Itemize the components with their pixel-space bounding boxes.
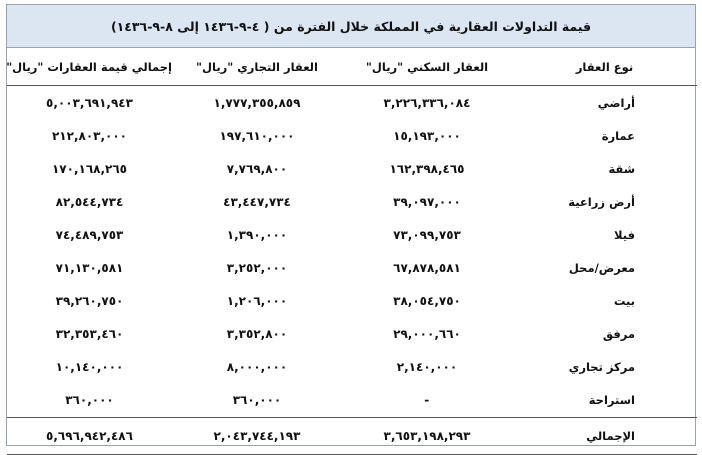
cell-total: ٣٢,٣٥٣,٤٦٠ xyxy=(55,327,124,342)
cell-type: مركز تجاري xyxy=(568,360,635,375)
transactions-table xyxy=(7,49,697,455)
cell-commercial: ٣,٢٥٢,٠٠٠ xyxy=(226,261,288,276)
cell-total: ٢١٢,٨٠٣,٠٠٠ xyxy=(51,128,128,143)
cell-residential: ١٥,١٩٣,٠٠٠ xyxy=(393,128,461,143)
table-row xyxy=(7,86,697,120)
cell-residential: ٦٧,٨٧٨,٥٨١ xyxy=(393,261,461,276)
cell-commercial: ٧,٧٦٩,٨٠٠ xyxy=(226,161,288,176)
cell-total: ٧١,١٣٠,٥٨١ xyxy=(55,261,124,276)
cell-type: فيلا xyxy=(614,227,635,242)
cell-total: ٨٢,٥٤٤,٧٣٤ xyxy=(55,194,124,209)
cell-type: معرض/محل xyxy=(568,261,635,276)
table-row xyxy=(7,251,697,284)
cell-commercial: ٣٦٠,٠٠٠ xyxy=(232,393,282,408)
table-title: قيمة التداولات العقارية في المملكة خلال الفترة من ( ٤-٩-١٤٣٦ إلى ٨-٩-١٤٣٦) xyxy=(7,5,695,48)
cell-residential: ٣,٦٥٣,١٩٨,٢٩٣ xyxy=(342,417,512,454)
cell-type: عمارة xyxy=(601,128,635,143)
table-row xyxy=(7,351,697,384)
table-row xyxy=(7,384,697,418)
cell-residential: ٣٩,٠٩٧,٠٠٠ xyxy=(393,194,461,209)
cell-total: ٣٩,٢٦٠,٧٥٠ xyxy=(55,294,124,309)
table-row xyxy=(7,318,697,351)
cell-commercial: ١,٣٩٠,٠٠٠ xyxy=(226,227,288,242)
table-row xyxy=(7,185,697,218)
cell-residential: ٢,١٤٠,٠٠٠ xyxy=(396,360,458,375)
cell-total: ١٠,١٤٠,٠٠٠ xyxy=(55,360,124,375)
cell-residential: - xyxy=(424,393,430,408)
cell-type: مرفق xyxy=(602,327,635,342)
cell-total: ٥,٠٠٣,٦٩١,٩٤٣ xyxy=(46,95,133,110)
cell-commercial: ٤٣,٤٤٧,٧٣٤ xyxy=(223,194,291,209)
cell-total: ٣٦٠,٠٠٠ xyxy=(65,393,114,408)
cell-residential: ١٦٢,٣٩٨,٤٦٥ xyxy=(389,161,465,176)
total-row xyxy=(7,417,697,454)
header-commercial: العقار التجاري "ريال" xyxy=(172,49,342,86)
cell-type: استراحة xyxy=(588,393,635,408)
cell-total: ٧٤,٤٨٩,٧٥٣ xyxy=(55,227,124,242)
table-row xyxy=(7,152,697,185)
cell-residential: ٧٣,٠٩٩,٧٥٣ xyxy=(393,227,461,242)
cell-total: ١٧٠,١٦٨,٢٦٥ xyxy=(51,161,128,176)
cell-type: بيت xyxy=(613,294,635,309)
cell-commercial: ٨,٠٠٠,٠٠٠ xyxy=(226,360,288,375)
data-table-frame xyxy=(6,4,696,446)
table-row xyxy=(7,218,697,251)
cell-residential: ٣,٢٢٦,٣٣٦,٠٨٤ xyxy=(383,95,471,110)
cell-commercial: ٣,٣٥٢,٨٠٠ xyxy=(226,327,288,342)
cell-total: ٥,٦٩٦,٩٤٢,٤٨٦ xyxy=(7,417,172,454)
header-total: إجمالي قيمة العقارات "ريال" xyxy=(7,49,172,86)
cell-type: أراضي xyxy=(597,95,635,110)
header-type: نوع العقار xyxy=(512,49,697,86)
cell-residential: ٣٨,٠٥٤,٧٥٠ xyxy=(393,294,461,309)
table-row xyxy=(7,285,697,318)
table-body xyxy=(7,86,697,455)
header-row xyxy=(7,49,697,86)
cell-commercial: ٢,٠٤٣,٧٤٤,١٩٣ xyxy=(172,417,342,454)
cell-type: أرض زراعية xyxy=(568,194,635,209)
cell-type: الإجمالي xyxy=(512,417,697,454)
table-row xyxy=(7,119,697,152)
cell-commercial: ١,٢٠٦,٠٠٠ xyxy=(226,294,288,309)
cell-type: شقة xyxy=(608,161,635,176)
header-residential: العقار السكني "ريال" xyxy=(342,49,512,86)
cell-residential: ٢٩,٠٠٠,٦٦٠ xyxy=(393,327,461,342)
cell-commercial: ١,٧٧٧,٣٥٥,٨٥٩ xyxy=(213,95,301,110)
cell-commercial: ١٩٧,٦١٠,٠٠٠ xyxy=(219,128,295,143)
